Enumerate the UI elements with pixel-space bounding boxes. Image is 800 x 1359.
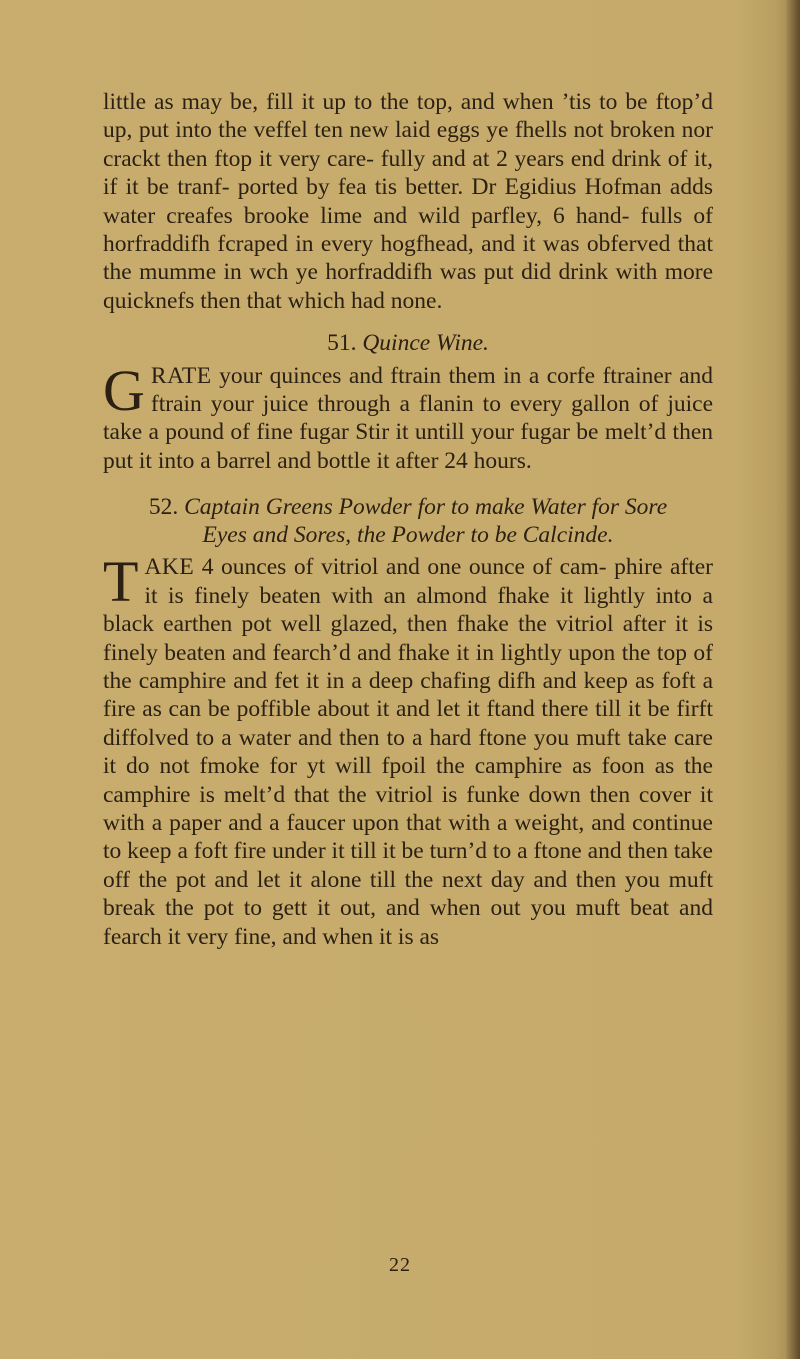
recipe-51-lead: RATE	[150, 362, 212, 389]
recipe-52-dropcap: T	[103, 549, 139, 615]
recipe-51-dropcap: G	[103, 357, 145, 423]
recipe-52-title-line2: Eyes and Sores, the Powder to be Calcinde.	[202, 522, 614, 549]
page-number: 22	[389, 1254, 411, 1276]
page-text-block	[103, 88, 713, 951]
recipe-51-heading	[103, 329, 713, 357]
recipe-52-body	[103, 549, 713, 951]
intro-paragraph: little as may be, fill it up to the top, and when ’tis to be ftop’d up, put into the veffel ten new laid eggs ye fhells not broken nor crackt then ftop it very care- fully and at 2 years end drink of it, if it be tranf- ported by fea tis better. Dr Egidius Hofman adds water creafes brooke lime and wild parfley, 6 hand- fulls of horfraddifh fcraped in every hogfhead, and it was obferved that the mumme in wch ye horfraddifh was put did drink with more quicknefs then that which had none.	[103, 89, 713, 314]
recipe-51-text: your quinces and ftrain them in a corfe ftrainer and ftrain your juice through a flanin to every gallon of juice take a pound of fine fugar Stir it untill your fugar be melt’d then put it into a barrel and bottle it after 24 hours.	[103, 362, 713, 474]
recipe-51-title: Quince Wine.	[362, 330, 489, 357]
recipe-51-number: 51.	[327, 330, 357, 357]
recipe-51-body	[103, 357, 713, 476]
recipe-52-text: 4 ounces of vitriol and one ounce of cam- phire after it is finely beaten with an almond fhake it lightly into a black earthen pot well glazed, then fhake the vitriol after it is finely beaten and fearch’d and fhake it in lightly upon the top of the camphire and fet it in a deep chafing difh and keep as foft a fire as can be poffible about it and let it ftand there till it be firft diffolved to a water and then to a hard ftone you muft take care it do not fmoke for yt will fpoil the camphire as foon as the camphire is melt’d that the vitriol is funke down then cover it with a paper and a faucer upon that with a weight, and continue to keep a foft fire under it till it be turn’d to a ftone and then take off the pot and let it alone till the next day and then you muft break the pot to gett it out, and when out you muft beat and fearch it very fine, and when it is as	[103, 554, 713, 950]
recipe-52-number: 52.	[148, 494, 179, 521]
recipe-52-lead: AKE	[144, 554, 195, 581]
recipe-52-title-line1: Captain Greens Powder for to make Water for Sore	[184, 494, 668, 521]
page-edge	[786, 0, 800, 1359]
recipe-52-heading	[103, 493, 713, 549]
